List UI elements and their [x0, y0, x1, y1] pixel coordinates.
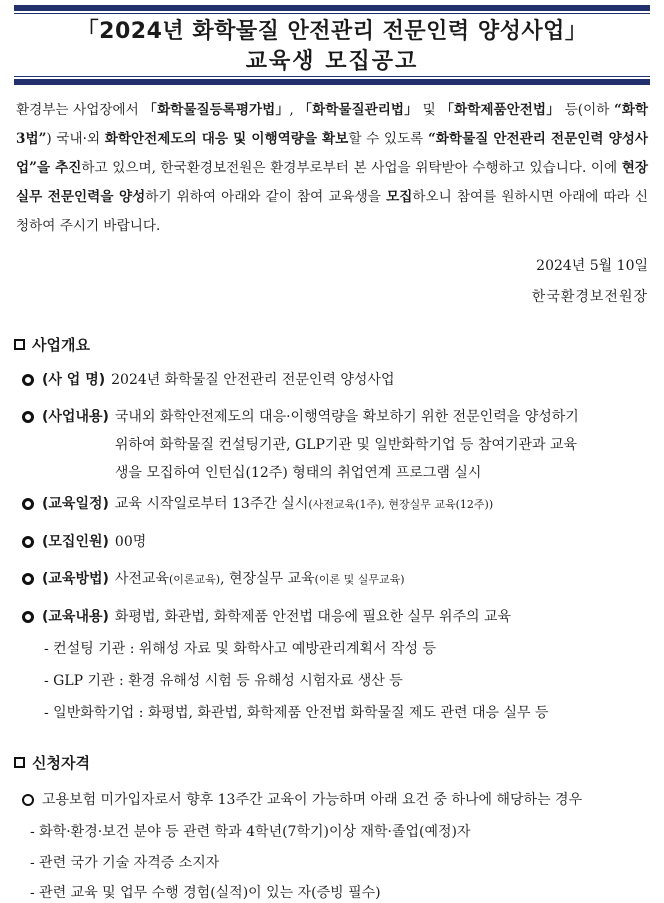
- education-content-row: (교육내용) 화평법, 화관법, 화학제품 안전법 대응에 필요한 실무 위주의 교육: [20, 603, 648, 631]
- title-bottom-rule: [14, 76, 650, 77]
- eligibility-main-row: 고용보험 미가입자로서 향후 13주간 교육이 가능하며 아래 요건 중 하나에 해당하는 경우: [20, 786, 648, 814]
- square-bullet-icon: [14, 757, 25, 768]
- circle-bullet-icon: [22, 573, 34, 585]
- circle-bullet-icon: [22, 374, 34, 386]
- education-item-consulting: - 컨설팅 기관 : 위해성 자료 및 화학사고 예방관리계획서 작성 등: [44, 641, 437, 657]
- schedule-row: (교육일정) 교육 시작일로부터 13주간 실시(사전교육(1주), 현장실무 교육(12주)): [20, 490, 648, 519]
- notice-title: 「2024년 화학물질 안전관리 전문인력 양성사업」: [76, 19, 588, 44]
- circle-bullet-icon: [22, 411, 34, 423]
- eligibility-item-major: - 화학·환경·보건 분야 등 관련 학과 4학년(7학기)이상 재학·졸업(예정)자: [30, 824, 471, 840]
- education-item-chemical-company: - 일반화학기업 : 화평법, 화관법, 화학제품 안전법 화학물질 제도 관련 대응 실무 등: [44, 705, 549, 721]
- title-bottom-border: [14, 79, 650, 85]
- eligibility-heading: 신청자격: [14, 752, 90, 773]
- title-top-border: [14, 5, 650, 11]
- project-name-row: (사 업 명) 2024년 화학물질 안전관리 전문인력 양성사업: [20, 366, 648, 394]
- method-row: (교육방법) 사전교육(이론교육), 현장실무 교육(이론 및 실무교육): [20, 565, 648, 594]
- notice-date: 2024년 5월 10일: [536, 258, 648, 274]
- eligibility-item-license: - 관련 국가 기술 자격증 소지자: [30, 855, 220, 871]
- circle-bullet-icon: [22, 794, 34, 806]
- law-registration: 「화학물질등록평가법」: [143, 102, 290, 118]
- circle-bullet-icon: [22, 498, 34, 510]
- circle-bullet-icon: [22, 611, 34, 623]
- law-products: 「화학제품안전법」: [440, 102, 561, 118]
- law-management: 「화학물질관리법」: [298, 102, 419, 118]
- recruit-row: (모집인원) 00명: [20, 528, 648, 556]
- intro-paragraph: 환경부는 사업장에서 「화학물질등록평가법」, 「화학물질관리법」 및 「화학제품안전법」 등(이하 “화학 3법”) 국내·외 화학안전제도의 대응 및 이행역량을 확보할 수 있도록 “화학물질 안전관리 전문인력 양성사업”을 추진하고 있으며, 한국환경보전원은 환경부로부터 본 사업을 위탁받아 수행하고 있습니다. 이에 현장실무 전문인력을 양성하기 위하여 아래와 같이 참여 교육생을 모집하오니 참여를 원하시면 아래에 따라 신청하여 주시기 바랍니다.: [16, 102, 649, 234]
- project-content-row: (사업내용) 국내외 화학안전제도의 대응·이행역량을 확보하기 위한 전문인력을 양성하기 위하여 화학물질 컨설팅기관, GLP기관 및 일반화학기업 등 참여기관과 교육 생을 모집하여 인턴십(12주) 형태의 취업연계 프로그램 실시: [20, 403, 648, 487]
- circle-bullet-icon: [22, 536, 34, 548]
- overview-heading: 사업개요: [14, 334, 90, 355]
- eligibility-item-experience: - 관련 교육 및 업무 수행 경험(실적)이 있는 자(증빙 필수): [30, 885, 381, 901]
- education-item-glp: - GLP 기관 : 환경 유해성 시험 등 유해성 시험자료 생산 등: [44, 673, 403, 689]
- notice-subtitle: 교육생 모집공고: [245, 49, 419, 74]
- issuing-organization: 한국환경보전원장: [531, 289, 648, 305]
- square-bullet-icon: [14, 339, 25, 350]
